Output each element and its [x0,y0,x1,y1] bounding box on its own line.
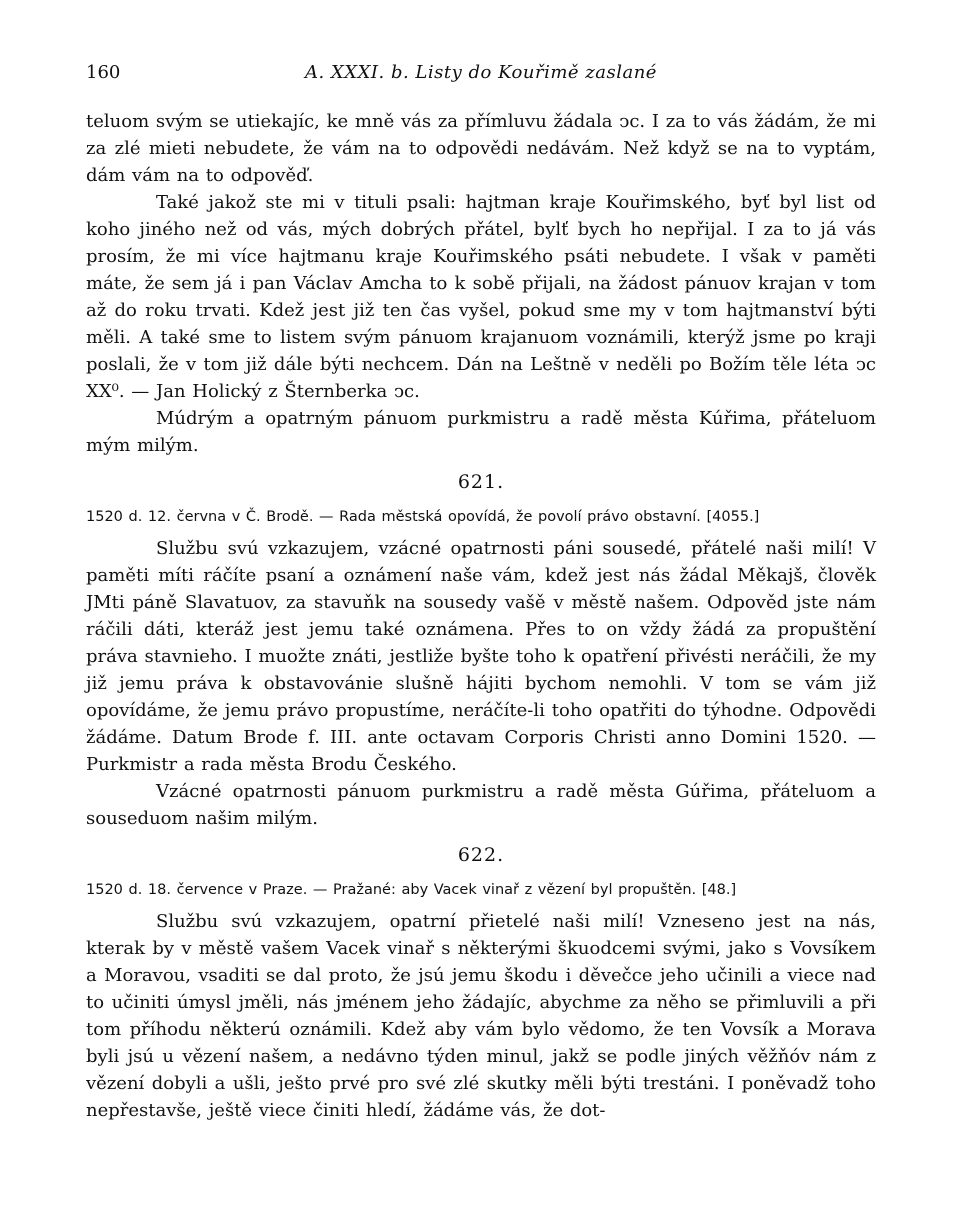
letter-address: Vzácné opatrnosti pánuom purkmistru a radě města Gúřima, přáteluom a souseduom našim milým. [86,781,876,829]
letter-text: Službu svú vzkazujem, vzácné opatrnosti páni sousedé, přátelé naši milí! V paměti míti ráčíte psaní a oznámení naše vám, kdež jest nás žádal Měkajš, člověk JMti páně Slavatuov, za stavuňk na sousedy vašě v městě našem. Odpověd jste nám ráčili dáti, kteráž jest jemu také oznámena. Přes to on vždy žádá za propuštění práva stavnieho. I muožte znáti, jestliže byšte toho k opatření přivésti neráčili, že my již jemu práva k obstavovánie slušně hájiti bychom nemohli. V tom se vám již opovídáme, že jemu právo propustíme, neráčíte-li toho opatřiti do týhodne. Odpovědi žádáme. Datum Brode f. III. ante octavam Corporis Christi anno Domini 1520. — Purkmistr a rada města Brodu Českého. [86,538,876,775]
letter-regest: 1520 d. 12. června v Č. Brodě. — Rada městská opovídá, že povolí právo obstavní. [4055.] [86,509,760,525]
running-title: A. XXXI. b. Listy do Kouřimě zaslané [305,62,657,83]
page-number: 160 [86,62,121,83]
continuation-paragraph: teluom svým se utiekajíc, ke mně vás za přímluvu žádala ͻc. I za to vás žádám, že mi za zlé mieti nebudete, že vám na to odpovědi nedávám. Než když se na to vyptám, dám vám na to odpověď. [86,111,876,186]
page-body [86,108,876,1124]
page-header [86,62,876,86]
letter-text: Službu svú vzkazujem, opatrní přietelé naši milí! Vzneseno jest na nás, kterak by v městě vašem Vacek vinař s některými škuodcemi svými, jako s Vovsíkem a Moravou, vsaditi se dal proto, že jsú jemu škodu i děvečce jeho učinili a viece nad to učiniti úmysl jměli, nás jménem jeho žádajíc, abychme za něho se přimluvili a při tom příhodu některú oznámili. Kdež aby vám bylo vědomo, že ten Vovsík a Morava byli jsú u vězení našem, a nedávno týden minul, jakž se podle jiných věžňóv nám z vězení dobyli a ušli, ješto prvé pro své zlé skutky měli býti trestáni. I poněvadž toho nepřestavše, ještě viece činiti hledí, žádáme vás, že dot- [86,911,876,1121]
letter-regest: 1520 d. 18. července v Praze. — Pražané: aby Vacek vinař z vězení byl propuštěn. [48.] [86,882,737,898]
letter-number: 621. [457,471,505,493]
continuation-paragraph: Také jakož ste mi v tituli psali: hajtman kraje Kouřimského, byť byl list od koho jiného než od vás, mých dobrých přátel, bylť bych ho nepřijal. I za to já vás prosím, že mi více hajtmanu kraje Kouřimského psáti nebudete. I však v paměti máte, že sem já i pan Václav Amcha to k sobě přijali, na žádost pánuov krajan v tom až do roku trvati. Kdež jest již ten čas vyšel, pokud sme my v tom hajtmanství býti měli. A také sme to listem svým pánuom krajanuom voznámili, kterýž jsme po kraji poslali, že v tom již dále býti nechcem. Dán na Leštně v neděli po Božím těle léta ͻc XX⁰. — Jan Holický z Šternberka ͻc. [86,192,876,402]
letter-number: 622. [457,844,505,866]
letter-address: Múdrým a opatrným pánuom purkmistru a radě města Kúřima, přáteluom mým milým. [86,408,876,456]
